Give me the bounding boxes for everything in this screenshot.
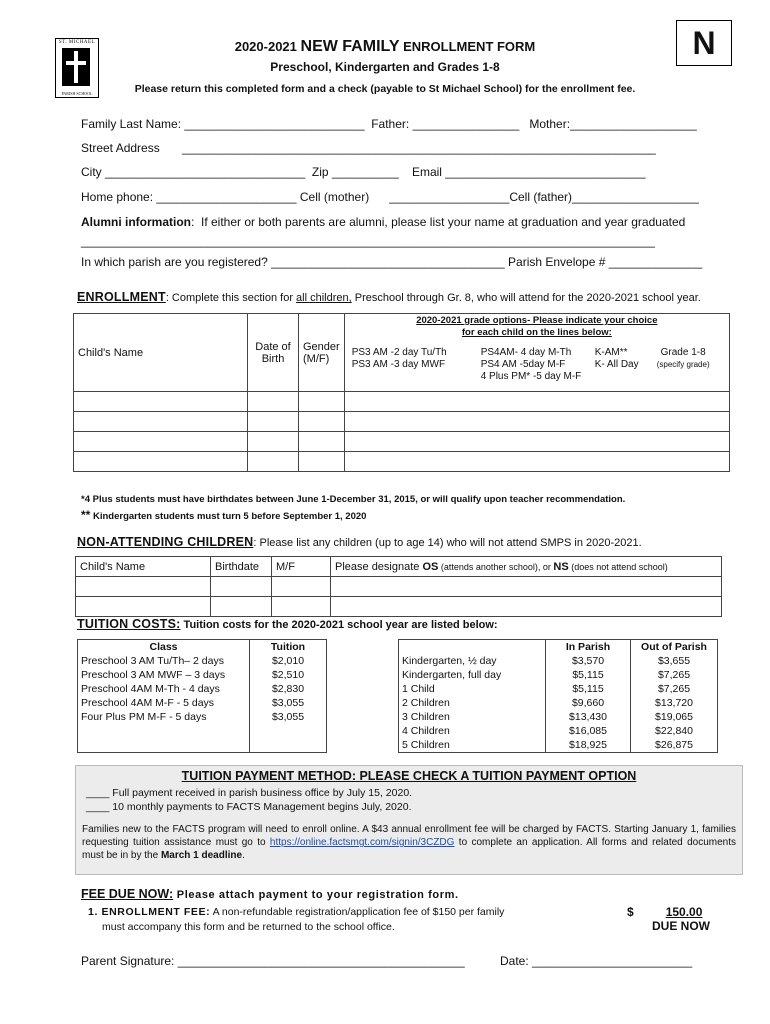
opt-ps3-1: PS3 AM -2 day Tu/Th — [351, 347, 447, 358]
title-year: 2020-2021 — [234, 39, 297, 54]
table-row: Preschool 3 AM MWF – 3 days $2,510 — [78, 668, 327, 682]
tuition-left-table — [77, 639, 327, 753]
return-note: Please return this completed form and a check (payable to St Michael School) for the enrollment fee. — [134, 83, 636, 95]
parish-line[interactable]: In which parish are you registered? ___________________________________ Parish Envelope # ______________ — [81, 255, 703, 269]
tuition-heading-line — [77, 617, 498, 631]
opt-grade-2: (specify grade) — [656, 360, 710, 369]
date-field[interactable]: Date: ________________________ — [500, 954, 693, 968]
non-attending-text: : Please list any children (up to age 14) who will not attend SMPS in 2020-2021. — [253, 537, 642, 549]
options-head-2: for each child on the lines below: — [461, 327, 612, 338]
table-row: 1 Child $5,115 $7,265 — [399, 682, 718, 696]
opt-ps4-3: 4 Plus PM* -5 day M-F — [480, 371, 582, 382]
enrollment-heading: ENROLLMENT — [77, 290, 166, 304]
enrollment-text-b: Preschool through Gr. 8, who will attend for the 2020-2021 school year. — [351, 292, 701, 304]
table-row — [78, 738, 327, 753]
table-row: Kindergarten, full day $5,115 $7,265 — [399, 668, 718, 682]
payment-heading: TUITION PAYMENT METHOD: PLEASE CHECK A TUITION PAYMENT OPTION — [181, 769, 637, 783]
enroll-row[interactable] — [74, 452, 730, 472]
table-row: Four Plus PM M-F - 5 days $3,055 — [78, 710, 327, 724]
table-row: Preschool 4AM M-F - 5 days $3,055 — [78, 696, 327, 710]
facts-link[interactable]: https://online.factsmgt.com/signin/3CZDG — [269, 837, 455, 848]
fee-item-line-2: must accompany this form and be returned to the school office. — [102, 921, 395, 933]
fee-due-now: DUE NOW — [652, 919, 710, 933]
footnote-kindergarten: ** Kindergarten students must turn 5 before September 1, 2020 — [81, 508, 367, 522]
alumni-info — [81, 215, 685, 229]
parent-signature-field[interactable]: Parent Signature: ___________________________________________ — [81, 954, 465, 968]
payment-method-box — [75, 765, 743, 875]
payment-option-full[interactable]: ____ Full payment received in parish business office by July 15, 2020. — [86, 787, 413, 799]
enrollment-table — [73, 313, 730, 472]
opt-ps3-2: PS3 AM -3 day MWF — [351, 359, 446, 370]
na-row[interactable] — [76, 577, 722, 597]
enroll-row[interactable] — [74, 392, 730, 412]
opt-grade-1: Grade 1-8 — [660, 347, 706, 358]
enroll-row[interactable] — [74, 412, 730, 432]
fee-heading-line — [81, 887, 459, 901]
facts-note: Families new to the FACTS program will need to enroll online. A $43 annual enrollment fee will be charged by FACTS. Starting January 1, families requesting tuition assistance must go to https://online.factsmgt.com/signin/3CZDG to complete an application. All forms and related documents must be in by the March 1 deadline. — [82, 824, 737, 861]
form-code-box: N — [676, 20, 732, 66]
fee-amount: $ 150.00 — [627, 905, 703, 919]
footnote-four-plus: *4 Plus students must have birthdates between June 1-December 31, 2015, or will qualify upon teacher recommendation. — [81, 494, 626, 505]
table-row — [78, 724, 327, 738]
table-row: 4 Children $16,085 $22,840 — [399, 724, 718, 738]
street-address-field[interactable]: _______________________________________________________________________ — [182, 141, 656, 155]
title-new-family: NEW FAMILY — [300, 38, 400, 55]
tuition-col-in-parish: In Parish — [546, 640, 631, 655]
enrollment-text-u: all children, — [296, 292, 352, 304]
form-title — [0, 38, 770, 56]
opt-ps4-1: PS4AM- 4 day M-Th — [480, 347, 572, 358]
options-head-1: 2020-2021 grade options- Please indicate your choice — [416, 315, 658, 326]
table-row: 2 Children $9,660 $13,720 — [399, 696, 718, 710]
street-address-label: Street Address — [81, 141, 160, 155]
table-row: 3 Children $13,430 $19,065 — [399, 710, 718, 724]
family-name-line[interactable]: Family Last Name: ___________________________ Father: ________________ Mother:___________________ — [81, 117, 697, 131]
non-attending-heading: NON-ATTENDING CHILDREN — [77, 535, 254, 549]
logo-top-text: ST. MICHAEL — [58, 40, 96, 45]
na-col-mf: M/F — [272, 557, 331, 577]
tuition-right-table — [398, 639, 718, 753]
tuition-col-class: Class — [78, 640, 250, 655]
fee-heading: FEE DUE NOW: — [81, 887, 174, 901]
tuition-col-tuition: Tuition — [250, 640, 327, 655]
table-row: Preschool 3 AM Tu/Th– 2 days $2,010 — [78, 654, 327, 668]
enrollment-heading-line — [77, 290, 701, 304]
fee-item-line: 1. ENROLLMENT FEE: A non-refundable registration/application fee of $150 per family — [88, 906, 505, 918]
na-col-birth: Birthdate — [211, 557, 272, 577]
non-attending-table — [75, 556, 722, 617]
enrollment-text-a: : Complete this section for — [165, 292, 297, 304]
col-dob: Date of Birth — [248, 314, 299, 392]
na-row[interactable] — [76, 597, 722, 617]
alumni-text: : If either or both parents are alumni, please list your name at graduation and year graduated — [191, 215, 686, 229]
enroll-row[interactable] — [74, 432, 730, 452]
opt-k-1: K-AM** — [594, 347, 628, 358]
logo-bottom-text: PARISH SCHOOL — [61, 91, 93, 96]
col-gender: Gender (M/F) — [299, 314, 345, 392]
opt-k-2: K- All Day — [594, 359, 639, 370]
city-zip-email-line[interactable]: City ______________________________ Zip __________ Email ______________________________ — [81, 165, 646, 179]
alumni-label: Alumni information — [81, 215, 191, 229]
tuition-heading: TUITION COSTS: — [77, 617, 181, 631]
table-row: Preschool 4AM M-Th - 4 days $2,830 — [78, 682, 327, 696]
table-row: Kindergarten, ½ day $3,570 $3,655 — [399, 654, 718, 668]
table-row: 5 Children $18,925 $26,875 — [399, 738, 718, 753]
col-child-name: Child's Name — [74, 314, 248, 392]
tuition-text: Tuition costs for the 2020-2021 school year are listed below: — [180, 619, 498, 631]
non-attending-heading-line — [77, 535, 642, 549]
na-col-name: Child's Name — [76, 557, 211, 577]
opt-ps4-2: PS4 AM -5day M-F — [480, 359, 566, 370]
phone-line[interactable]: Home phone: _____________________ Cell (mother) __________________Cell (father)___________________ — [81, 190, 699, 204]
form-subtitle: Preschool, Kindergarten and Grades 1-8 — [270, 60, 500, 74]
fee-text: Please attach payment to your registration form. — [173, 889, 459, 901]
alumni-field[interactable]: ______________________________________________________________________________________ — [81, 234, 655, 248]
tuition-col-out-parish: Out of Parish — [631, 640, 718, 655]
title-rest: ENROLLMENT FORM — [403, 39, 536, 54]
na-col-designate: Please designate OS (attends another school), or NS (does not attend school) — [331, 557, 722, 577]
col-grade-options — [344, 314, 729, 392]
payment-option-monthly[interactable]: ____ 10 monthly payments to FACTS Management begins July, 2020. — [86, 801, 412, 813]
